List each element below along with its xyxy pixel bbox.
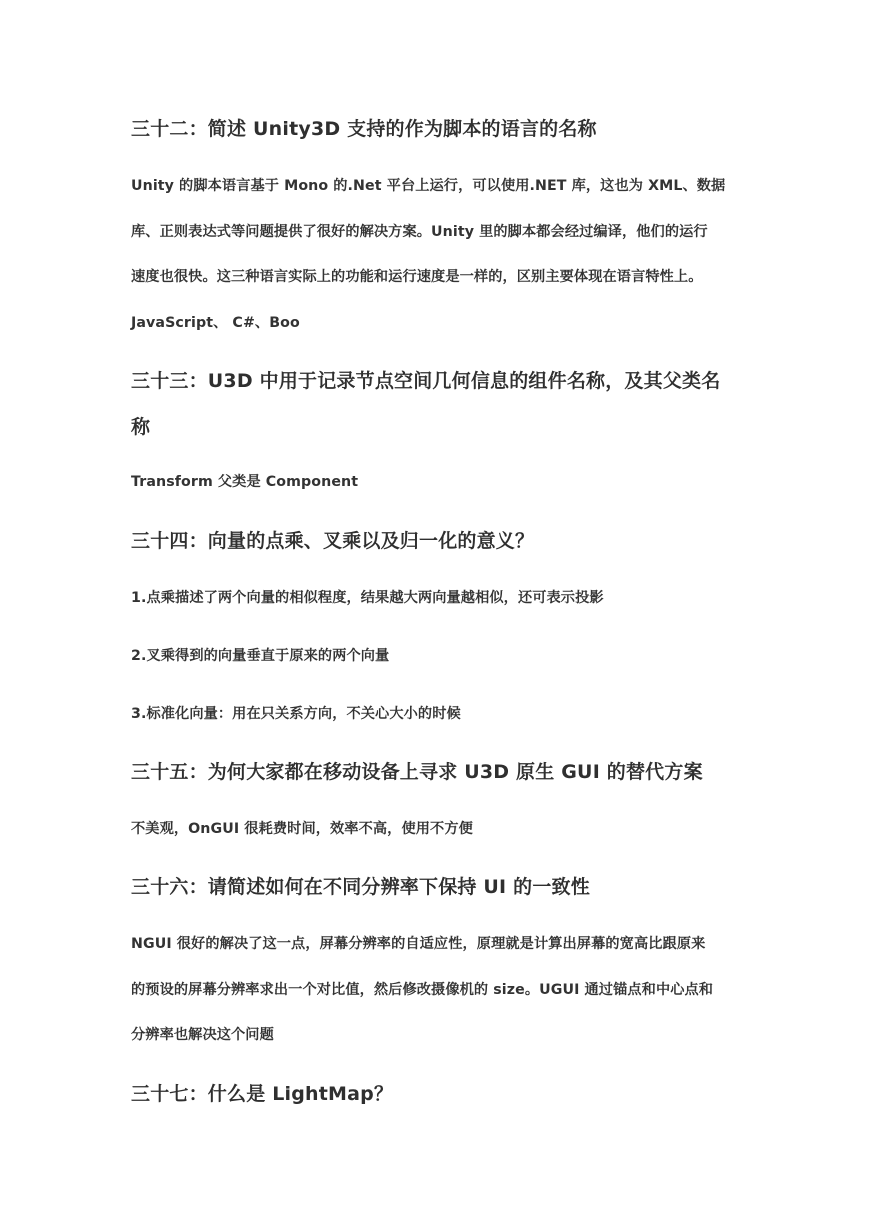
section-32-line-4: JavaScript、 C#、Boo bbox=[131, 314, 300, 331]
section-34-item-1: 1.点乘描述了两个向量的相似程度，结果越大两向量越相似，还可表示投影 bbox=[131, 590, 604, 606]
section-33-heading bbox=[131, 358, 743, 450]
section-36-line-3: 分辨率也解决这个问题 bbox=[131, 1027, 274, 1043]
section-32-body bbox=[131, 164, 743, 346]
section-35-line-1: 不美观，OnGUI 很耗费时间，效率不高，使用不方便 bbox=[131, 821, 473, 837]
section-34-item-3: 3.标准化向量：用在只关系方向，不关心大小的时候 bbox=[131, 706, 461, 722]
section-35-heading: 三十五：为何大家都在移动设备上寻求 U3D 原生 GUI 的替代方案 bbox=[131, 761, 703, 783]
section-36-heading: 三十六：请简述如何在不同分辨率下保持 UI 的一致性 bbox=[131, 876, 590, 898]
section-34-heading: 三十四：向量的点乘、叉乘以及归一化的意义？ bbox=[131, 530, 535, 552]
section-32-line-2: 库、正则表达式等问题提供了很好的解决方案。Unity 里的脚本都会经过编译，他们的运行 bbox=[131, 223, 708, 240]
section-33-heading-line-1: 三十三：U3D 中用于记录节点空间几何信息的组件名称，及其父类名 bbox=[131, 370, 721, 392]
section-35-body bbox=[131, 807, 743, 853]
section-33-line-1: Transform 父类是 Component bbox=[131, 474, 359, 490]
section-34-item-2: 2.叉乘得到的向量垂直于原来的两个向量 bbox=[131, 648, 390, 664]
section-32-line-3: 速度也很快。这三种语言实际上的功能和运行速度是一样的，区别主要体现在语言特性上。 bbox=[131, 269, 703, 285]
section-36-line-2: 的预设的屏幕分辨率求出一个对比值，然后修改摄像机的 size。UGUI 通过锚点和中心点和 bbox=[131, 981, 714, 998]
section-37-heading: 三十七：什么是 LightMap？ bbox=[131, 1083, 394, 1105]
section-33-body bbox=[131, 460, 743, 506]
section-32-heading: 三十二：简述 Unity3D 支持的作为脚本的语言的名称 bbox=[131, 118, 597, 140]
section-36-body bbox=[131, 922, 743, 1059]
section-32-line-1: Unity 的脚本语言基于 Mono 的.Net 平台上运行，可以使用.NET 库，这也为 XML、数据 bbox=[131, 178, 726, 194]
section-33-heading-line-2: 称 bbox=[131, 416, 151, 438]
section-36-line-1: NGUI 很好的解决了这一点，屏幕分辨率的自适应性，原理就是计算出屏幕的宽高比跟原来 bbox=[131, 936, 706, 952]
